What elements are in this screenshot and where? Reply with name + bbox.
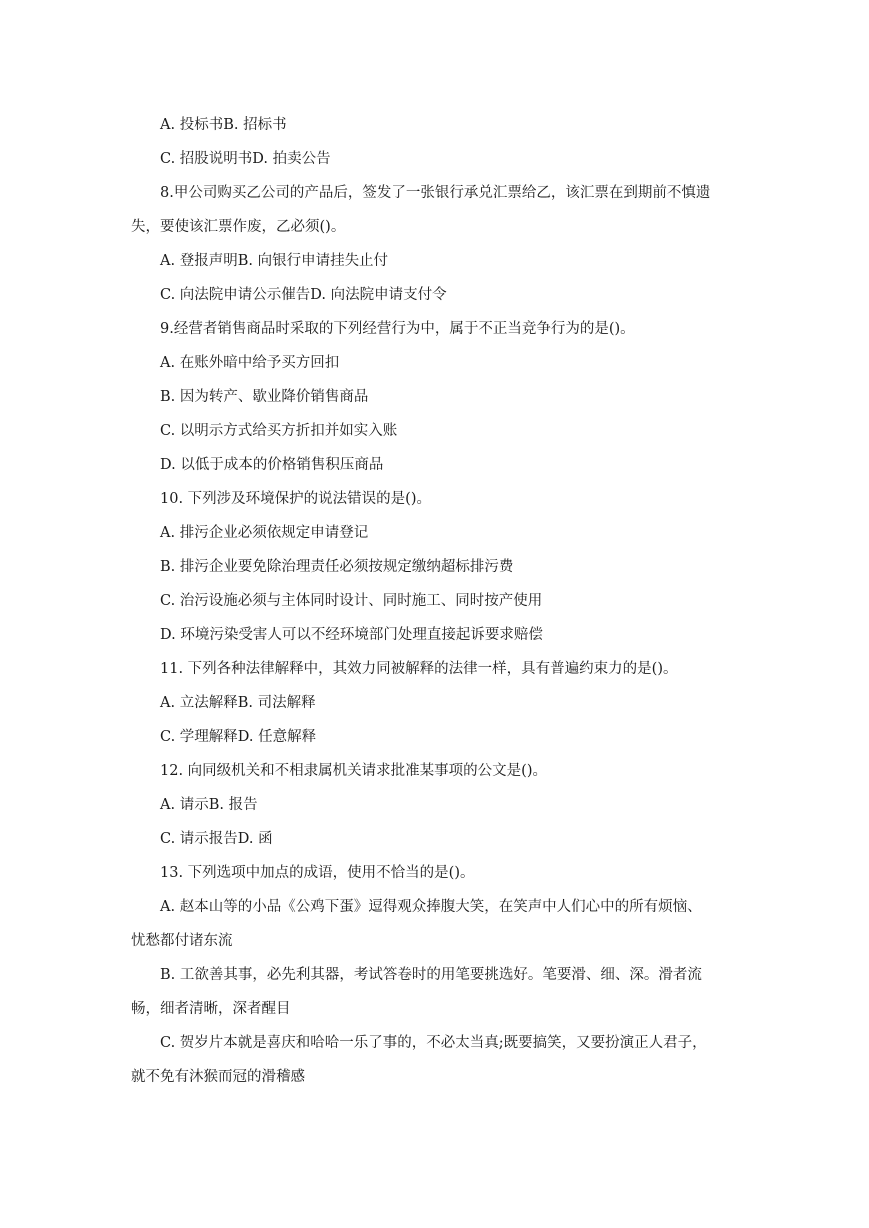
question-8-line-2: 失，要使该汇票作废，乙必须()。 [131, 219, 346, 235]
document-body [131, 108, 743, 1094]
option-line: D. 环境污染受害人可以不经环境部门处理直接起诉要求赔偿 [160, 627, 543, 643]
option-line: C. 招股说明书D. 拍卖公告 [160, 151, 331, 167]
option-line: A. 登报声明B. 向银行申请挂失止付 [160, 253, 389, 269]
option-b-line-1: B. 工欲善其事，必先利其器，考试答卷时的用笔要挑选好。笔要滑、细、深。滑者流 [160, 967, 702, 983]
option-line: B. 排污企业要免除治理责任必须按规定缴纳超标排污费 [160, 559, 514, 575]
option-line: C. 向法院申请公示催告D. 向法院申请支付令 [160, 287, 447, 303]
question-8-line-1: 8.甲公司购买乙公司的产品后，签发了一张银行承兑汇票给乙，该汇票在到期前不慎遗 [160, 185, 711, 201]
option-line: C. 以明示方式给买方折扣并如实入账 [160, 423, 398, 439]
option-line: C. 学理解释D. 任意解释 [160, 729, 317, 745]
question-12: 12. 向同级机关和不相隶属机关请求批准某事项的公文是()。 [160, 763, 547, 779]
option-line: C. 请示报告D. 函 [160, 831, 273, 847]
option-line: A. 立法解释B. 司法解释 [160, 695, 316, 711]
question-11: 11. 下列各种法律解释中，其效力同被解释的法律一样，具有普遍约束力的是()。 [160, 661, 678, 677]
option-line: D. 以低于成本的价格销售积压商品 [160, 457, 384, 473]
option-line: B. 因为转产、歇业降价销售商品 [160, 389, 369, 405]
option-a-line-1: A. 赵本山等的小品《公鸡下蛋》逗得观众捧腹大笑，在笑声中人们心中的所有烦恼、 [160, 899, 702, 915]
option-line: A. 在账外暗中给予买方回扣 [160, 355, 340, 371]
question-13: 13. 下列选项中加点的成语，使用不恰当的是()。 [160, 865, 475, 881]
option-line: A. 请示B. 报告 [160, 797, 258, 813]
option-a-line-2: 忧愁都付诸东流 [131, 933, 233, 949]
option-b-line-2: 畅，细者清晰，深者醒目 [131, 1001, 291, 1017]
option-line: C. 治污设施必须与主体同时设计、同时施工、同时按产使用 [160, 593, 543, 609]
question-9: 9.经营者销售商品时采取的下列经营行为中，属于不正当竞争行为的是()。 [160, 321, 635, 337]
option-line: A. 投标书B. 招标书 [160, 117, 287, 133]
option-line: A. 排污企业必须依规定申请登记 [160, 525, 369, 541]
question-10: 10. 下列涉及环境保护的说法错误的是()。 [160, 491, 431, 507]
option-c-line-1: C. 贺岁片本就是喜庆和哈哈一乐了事的，不必太当真;既要搞笑，又要扮演正人君子， [160, 1035, 707, 1051]
option-c-line-2: 就不免有沐猴而冠的滑稽感 [131, 1069, 305, 1085]
